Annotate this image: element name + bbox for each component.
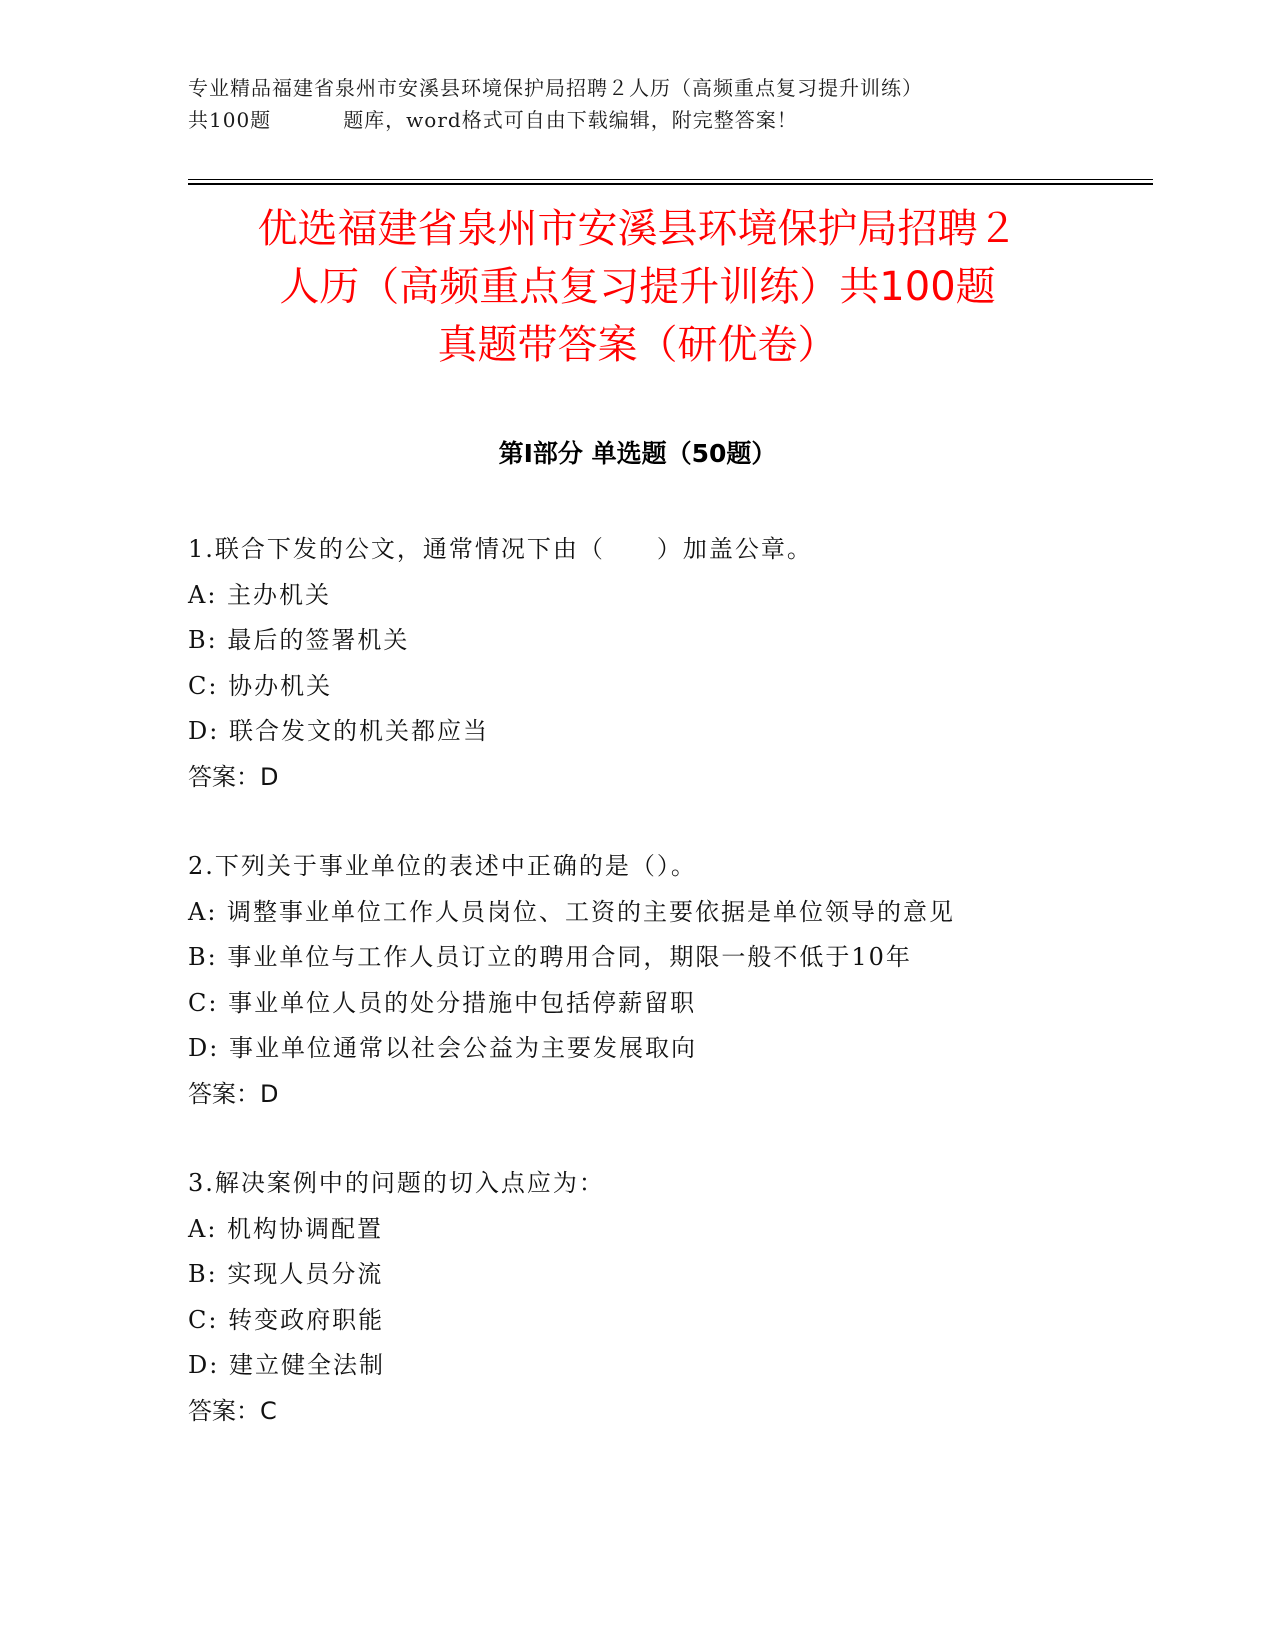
header-note — [188, 72, 1088, 136]
question-option: D: 建立健全法制 — [188, 1351, 385, 1379]
header-note-count: 共100题 — [188, 108, 272, 132]
question-option: D: 联合发文的机关都应当 — [188, 717, 489, 745]
question-stem: 1.联合下发的公文，通常情况下由（ ）加盖公章。 — [188, 535, 813, 563]
question-option: A: 调整事业单位工作人员岗位、工资的主要依据是单位领导的意见 — [188, 897, 956, 926]
question-item — [188, 527, 1088, 800]
question-answer: 答案：D — [188, 762, 279, 791]
question-option: B: 实现人员分流 — [188, 1260, 384, 1288]
question-option: A: 机构协调配置 — [188, 1214, 384, 1243]
question-option: A: 主办机关 — [188, 580, 332, 609]
question-item — [188, 1161, 1088, 1434]
question-option: B: 事业单位与工作人员订立的聘用合同，期限一般不低于10年 — [188, 943, 912, 971]
question-stem: 2.下列关于事业单位的表述中正确的是（）。 — [188, 852, 697, 880]
question-item — [188, 844, 1088, 1117]
header-note-line-1: 专业精品福建省泉州市安溪县环境保护局招聘２人历（高频重点复习提升训练） — [188, 76, 923, 100]
question-stem: 3.解决案例中的问题的切入点应为： — [188, 1169, 605, 1197]
question-list — [188, 527, 1088, 1478]
question-option: D: 事业单位通常以社会公益为主要发展取向 — [188, 1034, 697, 1062]
question-option: C: 协办机关 — [188, 671, 333, 700]
document-title-line-3: 真题带答案（研优卷） — [437, 322, 838, 368]
question-option: B: 最后的签署机关 — [188, 626, 410, 654]
question-answer: 答案：C — [188, 1396, 277, 1425]
header-note-line-2 — [188, 104, 1088, 136]
header-divider-thin — [188, 179, 1153, 180]
document-title-line-2: 人历（高频重点复习提升训练）共100题 — [279, 264, 996, 310]
document-title-line-1: 优选福建省泉州市安溪县环境保护局招聘２ — [257, 206, 1018, 252]
question-option: C: 转变政府职能 — [188, 1305, 385, 1334]
question-answer: 答案：D — [188, 1079, 279, 1108]
section-title: 第Ⅰ部分 单选题（50题） — [498, 439, 777, 468]
header-note-description: 题库，word格式可自由下载编辑，附完整答案！ — [343, 108, 798, 132]
question-option: C: 事业单位人员的处分措施中包括停薪留职 — [188, 988, 697, 1017]
document-title — [190, 200, 1085, 374]
header-divider-thick — [188, 183, 1153, 185]
